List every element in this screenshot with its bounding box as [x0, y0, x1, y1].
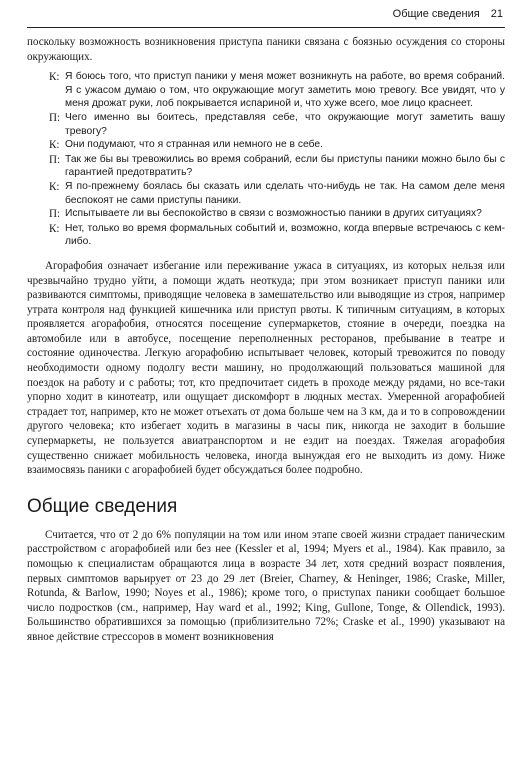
dialog-speaker: К:	[49, 139, 60, 152]
dialog-speaker: П:	[49, 153, 61, 166]
page-number: 21	[490, 8, 503, 20]
section-heading: Общие сведения	[27, 495, 178, 517]
dialog-text: Так же бы вы тревожились во время собраний, если бы приступы паники можно было бы с гарантией предотвратить?	[65, 153, 505, 179]
dialog-line	[49, 70, 505, 111]
dialog-line	[49, 207, 505, 222]
dialog-text: Чего именно вы боитесь, представляя себе, что окружающие могут заметить вашу тревогу?	[65, 111, 505, 137]
dialog-line	[49, 111, 505, 138]
intro-paragraph: поскольку возможность возникновения приступа паники связана с боязнью осуждения со стороны окружающих.	[27, 36, 505, 63]
dialog-text: Нет, только во время формальных событий и, возможно, когда впервые встречаюсь с кем-либо.	[65, 222, 505, 248]
dialog-line	[49, 180, 505, 207]
general-info-paragraph: Считается, что от 2 до 6% популяции на том или ином этапе своей жизни страдает паническим расстройством с агорафобией или без нее (Kessler et al, 1994; Myers et al., 1984). Как правило, за помощью к специалистам обращаются лица в возрасте 34 лет, хотя средний возраст появления, первых симптомов варьирует от 23 до 29 лет (Breier, Charney, & Heninger, 1986; Craske, Miller, Rotunda, & Barlow, 1990; Noyes et al., 1986); кроме того, о приступах паники сообщает большое число подростков (см., например, Hay ward et al., 1992; King, Gullone, Tonge, & Ollendick, 1993). Большинство обратившихся за помощью (приблизительно 72%; Craske et al., 1990) указывают на явное действие стрессоров в момент возникновения	[27, 528, 505, 643]
dialog-speaker: П:	[49, 208, 61, 221]
dialog-speaker: К:	[49, 222, 60, 235]
page-body	[27, 35, 505, 645]
running-header	[393, 8, 503, 20]
agoraphobia-paragraph: Агорафобия означает избегание или переживание ужаса в ситуациях, из которых нельзя или чрезвычайно трудно уйти, а помощи ждать неоткуда; при этом возникает приступ паники или развиваются симптомы, приводящие человека в замешательство или выводящие из строя, например утрата контроля над функцией кишечника или приступ рвоты. К типичным ситуациям, в которых проявляется агорафобия, относятся посещение супермаркетов, стояние в очереди, поездка на автомобиле или в автобусе, посещение переполненных ресторанов, пребывание в театре и состояние одиночества. Легкую агорафобию испытывает человек, который тревожится по поводу необходимости одному подолгу вести машину, но продолжающий пользоваться машиной для поездок на работу и с работы; тот, кто предпочитает сидеть в проходе между рядами, но все-таки упорно ходит в кинотеатр, или ощущает дискомфорт в людных местах. Умеренной агорафобией страдает тот, например, кто не может отъехать от дома больше чем на 3 км, да и то в сопровождении другого человека; кто избегает ходить в магазины в часы пик, никогда не заходит в большие супермаркеты, не пользуется авиатранспортом и не ездит на поездах. Тяжелая агорафобия существенно снижает мобильность человека, иногда вынуждая его не выходить из дому. Ниже взаимосвязь паники с агорафобией будет обсуждаться более подробно.	[27, 259, 505, 477]
dialog-text: Я боюсь того, что приступ паники у меня может возникнуть на работе, во время собраний. Я с ужасом думаю о том, что окружающие могут заметить мою тревогу. Все увидят, что у меня дрожат руки, лоб покрывается испариной и, что хуже всего, мое лицо краснеет.	[65, 71, 505, 110]
dialog-line	[49, 222, 505, 249]
running-header-title: Общие сведения	[392, 8, 480, 20]
dialog-block	[49, 70, 505, 249]
dialog-speaker: К:	[49, 71, 60, 84]
dialog-text: Они подумают, что я странная или немного не в себе.	[65, 139, 323, 151]
header-rule	[27, 27, 505, 28]
dialog-line	[49, 153, 505, 180]
dialog-speaker: К:	[49, 180, 60, 193]
dialog-line	[49, 138, 505, 153]
dialog-speaker: П:	[49, 111, 61, 124]
dialog-text: Я по-прежнему боялась бы сказать или сделать что-нибудь не так. На самом деле меня беспокоят не сами приступы паники.	[65, 180, 505, 206]
dialog-text: Испытываете ли вы беспокойство в связи с возможностью паники в других ситуациях?	[65, 208, 482, 220]
